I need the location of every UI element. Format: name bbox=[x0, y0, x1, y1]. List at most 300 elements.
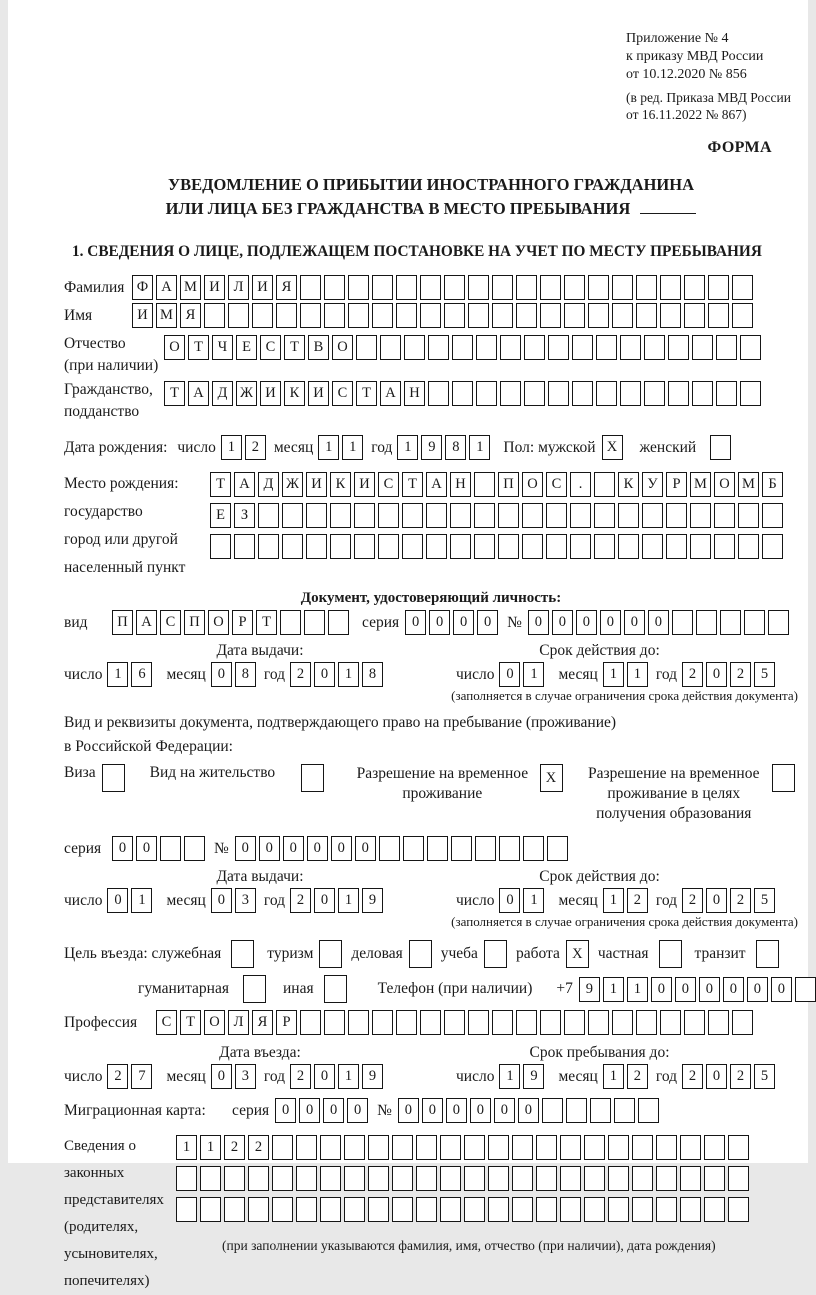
form-cell[interactable] bbox=[372, 1010, 393, 1035]
form-cell[interactable]: 0 bbox=[211, 1064, 232, 1089]
form-cell[interactable] bbox=[732, 1010, 753, 1035]
form-cell[interactable]: О bbox=[714, 472, 735, 497]
form-cell[interactable]: К bbox=[618, 472, 639, 497]
form-cell[interactable] bbox=[420, 303, 441, 328]
form-cell[interactable] bbox=[450, 503, 471, 528]
form-cell[interactable] bbox=[300, 303, 321, 328]
form-cell[interactable]: Ж bbox=[236, 381, 257, 406]
form-cell[interactable]: 0 bbox=[314, 1064, 335, 1089]
form-cell[interactable] bbox=[560, 1197, 581, 1222]
form-cell[interactable] bbox=[728, 1166, 749, 1191]
form-cell[interactable]: 0 bbox=[136, 836, 157, 861]
form-cell[interactable]: 1 bbox=[469, 435, 490, 460]
form-cell[interactable]: 2 bbox=[245, 435, 266, 460]
form-cell[interactable]: А bbox=[136, 610, 157, 635]
form-cell[interactable] bbox=[464, 1166, 485, 1191]
form-cell[interactable]: Т bbox=[210, 472, 231, 497]
form-cell[interactable]: 2 bbox=[682, 662, 703, 687]
form-cell[interactable]: 1 bbox=[397, 435, 418, 460]
form-cell[interactable] bbox=[588, 303, 609, 328]
form-cell[interactable] bbox=[468, 275, 489, 300]
form-cell[interactable] bbox=[728, 1135, 749, 1160]
form-cell[interactable]: 1 bbox=[523, 662, 544, 687]
form-cell[interactable]: 0 bbox=[429, 610, 450, 635]
form-cell[interactable] bbox=[636, 275, 657, 300]
form-cell[interactable]: 2 bbox=[224, 1135, 245, 1160]
form-cell[interactable]: А bbox=[380, 381, 401, 406]
form-cell[interactable] bbox=[540, 303, 561, 328]
form-cell[interactable]: 0 bbox=[307, 836, 328, 861]
form-cell[interactable] bbox=[160, 836, 181, 861]
form-cell[interactable] bbox=[248, 1197, 269, 1222]
form-cell[interactable] bbox=[440, 1135, 461, 1160]
form-cell[interactable] bbox=[524, 335, 545, 360]
form-cell[interactable]: 0 bbox=[283, 836, 304, 861]
form-cell[interactable] bbox=[248, 1166, 269, 1191]
form-cell[interactable]: И bbox=[252, 275, 273, 300]
form-cell[interactable]: 0 bbox=[398, 1098, 419, 1123]
form-cell[interactable] bbox=[516, 303, 537, 328]
form-cell[interactable] bbox=[594, 503, 615, 528]
form-cell[interactable] bbox=[666, 534, 687, 559]
form-cell[interactable] bbox=[524, 381, 545, 406]
form-cell[interactable] bbox=[744, 610, 765, 635]
form-cell[interactable] bbox=[427, 836, 448, 861]
form-cell[interactable] bbox=[500, 335, 521, 360]
form-cell[interactable] bbox=[296, 1166, 317, 1191]
form-cell[interactable]: 2 bbox=[730, 888, 751, 913]
form-cell[interactable]: Н bbox=[450, 472, 471, 497]
form-cell[interactable] bbox=[258, 503, 279, 528]
form-cell[interactable]: 0 bbox=[528, 610, 549, 635]
form-cell[interactable] bbox=[200, 1166, 221, 1191]
form-cell[interactable] bbox=[566, 1098, 587, 1123]
form-cell[interactable] bbox=[224, 1197, 245, 1222]
form-cell[interactable] bbox=[492, 275, 513, 300]
form-cell[interactable] bbox=[272, 1166, 293, 1191]
form-cell[interactable]: И bbox=[354, 472, 375, 497]
form-cell[interactable]: К bbox=[284, 381, 305, 406]
form-cell[interactable]: И bbox=[204, 275, 225, 300]
form-cell[interactable] bbox=[102, 764, 125, 792]
form-cell[interactable]: П bbox=[184, 610, 205, 635]
form-cell[interactable]: 6 bbox=[131, 662, 152, 687]
form-cell[interactable] bbox=[708, 275, 729, 300]
form-cell[interactable] bbox=[276, 303, 297, 328]
form-cell[interactable] bbox=[354, 503, 375, 528]
form-cell[interactable] bbox=[584, 1197, 605, 1222]
form-cell[interactable] bbox=[546, 534, 567, 559]
form-cell[interactable] bbox=[330, 534, 351, 559]
form-cell[interactable]: Я bbox=[252, 1010, 273, 1035]
form-cell[interactable] bbox=[680, 1135, 701, 1160]
form-cell[interactable] bbox=[420, 275, 441, 300]
form-cell[interactable] bbox=[659, 940, 682, 968]
form-cell[interactable] bbox=[642, 503, 663, 528]
form-cell[interactable]: 1 bbox=[603, 888, 624, 913]
form-cell[interactable]: О bbox=[522, 472, 543, 497]
form-cell[interactable] bbox=[684, 275, 705, 300]
form-cell[interactable] bbox=[564, 1010, 585, 1035]
form-cell[interactable]: М bbox=[180, 275, 201, 300]
form-cell[interactable] bbox=[708, 1010, 729, 1035]
form-cell[interactable] bbox=[596, 381, 617, 406]
form-cell[interactable] bbox=[402, 503, 423, 528]
form-cell[interactable] bbox=[620, 381, 641, 406]
form-cell[interactable] bbox=[475, 836, 496, 861]
form-cell[interactable] bbox=[612, 275, 633, 300]
form-cell[interactable] bbox=[452, 381, 473, 406]
form-cell[interactable] bbox=[632, 1197, 653, 1222]
form-cell[interactable] bbox=[704, 1197, 725, 1222]
form-cell[interactable] bbox=[710, 435, 731, 460]
form-cell[interactable]: 0 bbox=[499, 662, 520, 687]
form-cell[interactable]: 2 bbox=[627, 888, 648, 913]
form-cell[interactable]: П bbox=[498, 472, 519, 497]
form-cell[interactable] bbox=[392, 1166, 413, 1191]
form-cell[interactable] bbox=[618, 503, 639, 528]
form-cell[interactable] bbox=[243, 975, 266, 1003]
form-cell[interactable] bbox=[372, 303, 393, 328]
form-cell[interactable] bbox=[716, 335, 737, 360]
form-cell[interactable] bbox=[368, 1166, 389, 1191]
form-cell[interactable] bbox=[684, 303, 705, 328]
form-cell[interactable] bbox=[668, 335, 689, 360]
form-cell[interactable] bbox=[704, 1166, 725, 1191]
form-cell[interactable]: З bbox=[234, 503, 255, 528]
form-cell[interactable]: О bbox=[332, 335, 353, 360]
form-cell[interactable]: Е bbox=[210, 503, 231, 528]
form-cell[interactable] bbox=[416, 1197, 437, 1222]
form-cell[interactable]: 1 bbox=[221, 435, 242, 460]
form-cell[interactable]: 5 bbox=[754, 662, 775, 687]
form-cell[interactable] bbox=[762, 503, 783, 528]
form-cell[interactable] bbox=[348, 1010, 369, 1035]
form-cell[interactable]: Я bbox=[276, 275, 297, 300]
form-cell[interactable]: 0 bbox=[477, 610, 498, 635]
form-cell[interactable] bbox=[416, 1166, 437, 1191]
form-cell[interactable] bbox=[451, 836, 472, 861]
form-cell[interactable]: 9 bbox=[523, 1064, 544, 1089]
form-cell[interactable]: А bbox=[156, 275, 177, 300]
form-cell[interactable]: 0 bbox=[706, 1064, 727, 1089]
form-cell[interactable]: X bbox=[566, 940, 589, 968]
form-cell[interactable] bbox=[210, 534, 231, 559]
form-cell[interactable] bbox=[660, 303, 681, 328]
form-cell[interactable]: 0 bbox=[235, 836, 256, 861]
form-cell[interactable] bbox=[547, 836, 568, 861]
form-cell[interactable] bbox=[536, 1197, 557, 1222]
form-cell[interactable]: 0 bbox=[499, 888, 520, 913]
form-cell[interactable] bbox=[666, 503, 687, 528]
form-cell[interactable]: 2 bbox=[627, 1064, 648, 1089]
form-cell[interactable]: 0 bbox=[576, 610, 597, 635]
form-cell[interactable]: Т bbox=[356, 381, 377, 406]
form-cell[interactable]: 0 bbox=[331, 836, 352, 861]
form-cell[interactable] bbox=[204, 303, 225, 328]
form-cell[interactable]: К bbox=[330, 472, 351, 497]
form-cell[interactable] bbox=[608, 1197, 629, 1222]
form-cell[interactable] bbox=[542, 1098, 563, 1123]
form-cell[interactable] bbox=[638, 1098, 659, 1123]
form-cell[interactable] bbox=[656, 1197, 677, 1222]
form-cell[interactable] bbox=[428, 381, 449, 406]
form-cell[interactable] bbox=[660, 1010, 681, 1035]
form-cell[interactable] bbox=[379, 836, 400, 861]
form-cell[interactable] bbox=[304, 610, 325, 635]
form-cell[interactable]: И bbox=[132, 303, 153, 328]
form-cell[interactable]: 0 bbox=[675, 977, 696, 1002]
form-cell[interactable]: Т bbox=[256, 610, 277, 635]
form-cell[interactable]: П bbox=[112, 610, 133, 635]
form-cell[interactable]: 0 bbox=[600, 610, 621, 635]
form-cell[interactable]: 0 bbox=[706, 662, 727, 687]
form-cell[interactable] bbox=[572, 381, 593, 406]
form-cell[interactable] bbox=[720, 610, 741, 635]
form-cell[interactable]: Н bbox=[404, 381, 425, 406]
form-cell[interactable] bbox=[354, 534, 375, 559]
form-cell[interactable] bbox=[704, 1135, 725, 1160]
form-cell[interactable] bbox=[714, 534, 735, 559]
form-cell[interactable]: С bbox=[160, 610, 181, 635]
form-cell[interactable] bbox=[680, 1197, 701, 1222]
form-cell[interactable] bbox=[272, 1197, 293, 1222]
form-cell[interactable]: С bbox=[260, 335, 281, 360]
form-cell[interactable]: 2 bbox=[290, 662, 311, 687]
form-cell[interactable] bbox=[402, 534, 423, 559]
form-cell[interactable]: 0 bbox=[107, 888, 128, 913]
form-cell[interactable] bbox=[708, 303, 729, 328]
form-cell[interactable]: Я bbox=[180, 303, 201, 328]
form-cell[interactable]: 2 bbox=[248, 1135, 269, 1160]
form-cell[interactable] bbox=[319, 940, 342, 968]
form-cell[interactable] bbox=[330, 503, 351, 528]
form-cell[interactable] bbox=[560, 1166, 581, 1191]
form-cell[interactable] bbox=[614, 1098, 635, 1123]
form-cell[interactable] bbox=[588, 275, 609, 300]
form-cell[interactable]: 2 bbox=[730, 662, 751, 687]
form-cell[interactable]: 2 bbox=[290, 888, 311, 913]
form-cell[interactable]: М bbox=[738, 472, 759, 497]
form-cell[interactable] bbox=[396, 303, 417, 328]
form-cell[interactable]: 0 bbox=[747, 977, 768, 1002]
form-cell[interactable]: 5 bbox=[754, 1064, 775, 1089]
form-cell[interactable] bbox=[344, 1197, 365, 1222]
form-cell[interactable] bbox=[306, 503, 327, 528]
form-cell[interactable] bbox=[464, 1135, 485, 1160]
form-cell[interactable] bbox=[282, 534, 303, 559]
form-cell[interactable] bbox=[499, 836, 520, 861]
form-cell[interactable] bbox=[642, 534, 663, 559]
form-cell[interactable] bbox=[732, 275, 753, 300]
form-cell[interactable]: Л bbox=[228, 275, 249, 300]
form-cell[interactable] bbox=[476, 335, 497, 360]
form-cell[interactable]: 0 bbox=[347, 1098, 368, 1123]
form-cell[interactable] bbox=[396, 1010, 417, 1035]
form-cell[interactable]: Т bbox=[284, 335, 305, 360]
form-cell[interactable]: О bbox=[204, 1010, 225, 1035]
form-cell[interactable] bbox=[296, 1135, 317, 1160]
form-cell[interactable] bbox=[468, 303, 489, 328]
form-cell[interactable] bbox=[644, 335, 665, 360]
form-cell[interactable]: 0 bbox=[706, 888, 727, 913]
form-cell[interactable]: Р bbox=[232, 610, 253, 635]
form-cell[interactable]: 2 bbox=[290, 1064, 311, 1089]
form-cell[interactable] bbox=[660, 275, 681, 300]
form-cell[interactable]: Р bbox=[666, 472, 687, 497]
form-cell[interactable] bbox=[300, 275, 321, 300]
form-cell[interactable]: Т bbox=[188, 335, 209, 360]
form-cell[interactable] bbox=[224, 1166, 245, 1191]
form-cell[interactable]: 0 bbox=[518, 1098, 539, 1123]
form-cell[interactable] bbox=[536, 1135, 557, 1160]
form-cell[interactable]: 0 bbox=[422, 1098, 443, 1123]
form-cell[interactable] bbox=[692, 335, 713, 360]
form-cell[interactable]: 1 bbox=[627, 977, 648, 1002]
form-cell[interactable]: Ф bbox=[132, 275, 153, 300]
form-cell[interactable] bbox=[680, 1166, 701, 1191]
form-cell[interactable] bbox=[522, 534, 543, 559]
form-cell[interactable]: 0 bbox=[624, 610, 645, 635]
form-cell[interactable]: 1 bbox=[200, 1135, 221, 1160]
form-cell[interactable] bbox=[500, 381, 521, 406]
form-cell[interactable]: 0 bbox=[314, 888, 335, 913]
form-cell[interactable]: Т bbox=[402, 472, 423, 497]
form-cell[interactable] bbox=[320, 1166, 341, 1191]
form-cell[interactable]: 9 bbox=[579, 977, 600, 1002]
form-cell[interactable] bbox=[320, 1135, 341, 1160]
form-cell[interactable] bbox=[618, 534, 639, 559]
form-cell[interactable]: 3 bbox=[235, 1064, 256, 1089]
form-cell[interactable]: 8 bbox=[445, 435, 466, 460]
form-cell[interactable] bbox=[548, 335, 569, 360]
form-cell[interactable]: Ч bbox=[212, 335, 233, 360]
form-cell[interactable] bbox=[234, 534, 255, 559]
form-cell[interactable]: Б bbox=[762, 472, 783, 497]
form-cell[interactable] bbox=[594, 472, 615, 497]
form-cell[interactable] bbox=[324, 275, 345, 300]
form-cell[interactable]: 1 bbox=[627, 662, 648, 687]
form-cell[interactable] bbox=[492, 303, 513, 328]
form-cell[interactable] bbox=[548, 381, 569, 406]
form-cell[interactable] bbox=[378, 534, 399, 559]
form-cell[interactable] bbox=[300, 1010, 321, 1035]
form-cell[interactable]: 1 bbox=[338, 662, 359, 687]
form-cell[interactable] bbox=[272, 1135, 293, 1160]
form-cell[interactable] bbox=[324, 303, 345, 328]
form-cell[interactable]: 0 bbox=[355, 836, 376, 861]
form-cell[interactable] bbox=[403, 836, 424, 861]
form-cell[interactable] bbox=[444, 1010, 465, 1035]
form-cell[interactable] bbox=[492, 1010, 513, 1035]
form-cell[interactable]: Т bbox=[180, 1010, 201, 1035]
form-cell[interactable] bbox=[296, 1197, 317, 1222]
form-cell[interactable] bbox=[306, 534, 327, 559]
form-cell[interactable] bbox=[328, 610, 349, 635]
form-cell[interactable] bbox=[738, 503, 759, 528]
form-cell[interactable] bbox=[644, 381, 665, 406]
form-cell[interactable]: 1 bbox=[318, 435, 339, 460]
form-cell[interactable] bbox=[452, 335, 473, 360]
form-cell[interactable]: М bbox=[690, 472, 711, 497]
form-cell[interactable] bbox=[416, 1135, 437, 1160]
form-cell[interactable] bbox=[584, 1135, 605, 1160]
form-cell[interactable]: 0 bbox=[211, 888, 232, 913]
form-cell[interactable] bbox=[714, 503, 735, 528]
form-cell[interactable] bbox=[692, 381, 713, 406]
form-cell[interactable] bbox=[476, 381, 497, 406]
form-cell[interactable]: 9 bbox=[362, 1064, 383, 1089]
form-cell[interactable] bbox=[320, 1197, 341, 1222]
form-cell[interactable] bbox=[464, 1197, 485, 1222]
form-cell[interactable] bbox=[368, 1135, 389, 1160]
form-cell[interactable] bbox=[356, 335, 377, 360]
form-cell[interactable] bbox=[440, 1166, 461, 1191]
form-cell[interactable] bbox=[516, 1010, 537, 1035]
form-cell[interactable] bbox=[728, 1197, 749, 1222]
form-cell[interactable] bbox=[536, 1166, 557, 1191]
form-cell[interactable] bbox=[258, 534, 279, 559]
form-cell[interactable]: С bbox=[546, 472, 567, 497]
form-cell[interactable] bbox=[620, 335, 641, 360]
form-cell[interactable]: В bbox=[308, 335, 329, 360]
form-cell[interactable] bbox=[512, 1166, 533, 1191]
form-cell[interactable]: 9 bbox=[421, 435, 442, 460]
form-cell[interactable] bbox=[696, 610, 717, 635]
form-cell[interactable]: 1 bbox=[131, 888, 152, 913]
form-cell[interactable]: 0 bbox=[112, 836, 133, 861]
form-cell[interactable] bbox=[444, 303, 465, 328]
form-cell[interactable] bbox=[512, 1135, 533, 1160]
form-cell[interactable]: А bbox=[234, 472, 255, 497]
form-cell[interactable] bbox=[516, 275, 537, 300]
form-cell[interactable] bbox=[570, 503, 591, 528]
form-cell[interactable] bbox=[572, 335, 593, 360]
form-cell[interactable] bbox=[612, 303, 633, 328]
form-cell[interactable] bbox=[498, 503, 519, 528]
form-cell[interactable] bbox=[372, 275, 393, 300]
form-cell[interactable] bbox=[176, 1197, 197, 1222]
form-cell[interactable] bbox=[474, 503, 495, 528]
form-cell[interactable] bbox=[392, 1135, 413, 1160]
form-cell[interactable]: Т bbox=[164, 381, 185, 406]
form-cell[interactable] bbox=[762, 534, 783, 559]
form-cell[interactable] bbox=[584, 1166, 605, 1191]
form-cell[interactable]: Д bbox=[258, 472, 279, 497]
form-cell[interactable]: 0 bbox=[446, 1098, 467, 1123]
form-cell[interactable]: И bbox=[260, 381, 281, 406]
form-cell[interactable]: 0 bbox=[405, 610, 426, 635]
form-cell[interactable] bbox=[596, 335, 617, 360]
form-cell[interactable]: 0 bbox=[259, 836, 280, 861]
form-cell[interactable] bbox=[488, 1197, 509, 1222]
form-cell[interactable]: 1 bbox=[499, 1064, 520, 1089]
form-cell[interactable]: Е bbox=[236, 335, 257, 360]
form-cell[interactable] bbox=[231, 940, 254, 968]
form-cell[interactable] bbox=[588, 1010, 609, 1035]
form-cell[interactable]: 1 bbox=[338, 1064, 359, 1089]
form-cell[interactable] bbox=[324, 1010, 345, 1035]
form-cell[interactable]: И bbox=[308, 381, 329, 406]
form-cell[interactable] bbox=[484, 940, 507, 968]
form-cell[interactable]: У bbox=[642, 472, 663, 497]
form-cell[interactable] bbox=[440, 1197, 461, 1222]
form-cell[interactable]: 2 bbox=[682, 888, 703, 913]
form-cell[interactable] bbox=[612, 1010, 633, 1035]
form-cell[interactable] bbox=[474, 472, 495, 497]
form-cell[interactable] bbox=[564, 303, 585, 328]
form-cell[interactable]: Д bbox=[212, 381, 233, 406]
